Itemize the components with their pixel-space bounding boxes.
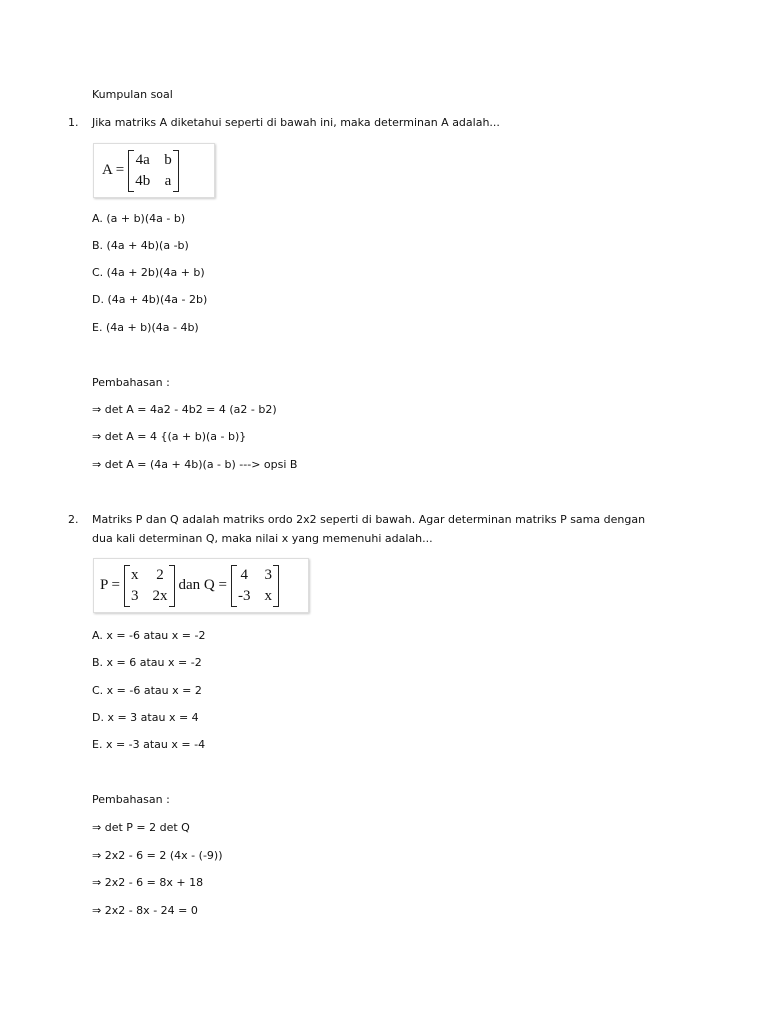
question-2-text-line1: Matriks P dan Q adalah matriks ordo 2x2 seperti di bawah. Agar determinan matriks P sama dengan: [92, 513, 646, 526]
matrix-connector: dan Q =: [178, 577, 227, 593]
q1-step: ⇒ det A = 4 {(a + b)(a - b)}: [92, 430, 247, 443]
q2-option-b: B. x = 6 atau x = -2: [92, 656, 202, 669]
q2-option-e: E. x = -3 atau x = -4: [92, 738, 206, 751]
matrix-cell: x: [264, 587, 272, 604]
q2-option-a: A. x = -6 atau x = -2: [92, 629, 206, 642]
q2-step: ⇒ 2x2 - 6 = 2 (4x - (-9)): [92, 849, 223, 862]
q1-option-e: E. (4a + b)(4a - 4b): [92, 321, 199, 334]
matrix-cell: 4b: [135, 172, 151, 189]
q1-option-b: B. (4a + 4b)(a -b): [92, 239, 189, 252]
matrix-cell: 4: [240, 566, 248, 583]
matrix-cell: 4a: [135, 151, 150, 168]
matrix-pq-image: [93, 558, 309, 613]
matrix-q: [231, 565, 279, 607]
q2-discussion-label: Pembahasan :: [92, 793, 170, 806]
matrix-a-lhs: A =: [102, 162, 125, 178]
matrix-cell: x: [131, 566, 139, 583]
matrix-cell: 2: [156, 566, 164, 583]
matrix-cell: b: [164, 151, 172, 168]
question-2-text-line2: dua kali determinan Q, maka nilai x yang memenuhi adalah...: [92, 532, 433, 545]
q1-option-d: D. (4a + 4b)(4a - 2b): [92, 293, 208, 306]
matrix-p: [124, 565, 175, 607]
q1-step: ⇒ det A = (4a + 4b)(a - b) ---> opsi B: [92, 458, 298, 471]
matrix-p-lhs: P =: [100, 577, 120, 593]
matrix-cell: -3: [237, 587, 251, 604]
q2-option-d: D. x = 3 atau x = 4: [92, 711, 199, 724]
matrix-a: [128, 150, 179, 192]
q2-step: ⇒ det P = 2 det Q: [92, 821, 190, 834]
q1-step: ⇒ det A = 4a2 - 4b2 = 4 (a2 - b2): [92, 403, 277, 416]
matrix-cell: 3: [131, 587, 139, 604]
q1-option-c: C. (4a + 2b)(4a + b): [92, 266, 205, 279]
q1-option-a: A. (a + b)(4a - b): [92, 212, 186, 225]
matrix-cell: 2x: [152, 587, 168, 604]
q1-discussion-label: Pembahasan :: [92, 376, 170, 389]
question-2-number: 2.: [68, 513, 79, 526]
matrix-cell: 3: [264, 566, 272, 583]
matrix-cell: a: [164, 172, 172, 189]
q2-step: ⇒ 2x2 - 6 = 8x + 18: [92, 876, 204, 889]
q2-step: ⇒ 2x2 - 8x - 24 = 0: [92, 904, 198, 917]
question-1-text: Jika matriks A diketahui seperti di bawah ini, maka determinan A adalah...: [92, 116, 500, 129]
question-1-number: 1.: [68, 116, 79, 129]
matrix-a-image: [93, 143, 215, 198]
document-title: Kumpulan soal: [92, 88, 173, 101]
q2-option-c: C. x = -6 atau x = 2: [92, 684, 202, 697]
